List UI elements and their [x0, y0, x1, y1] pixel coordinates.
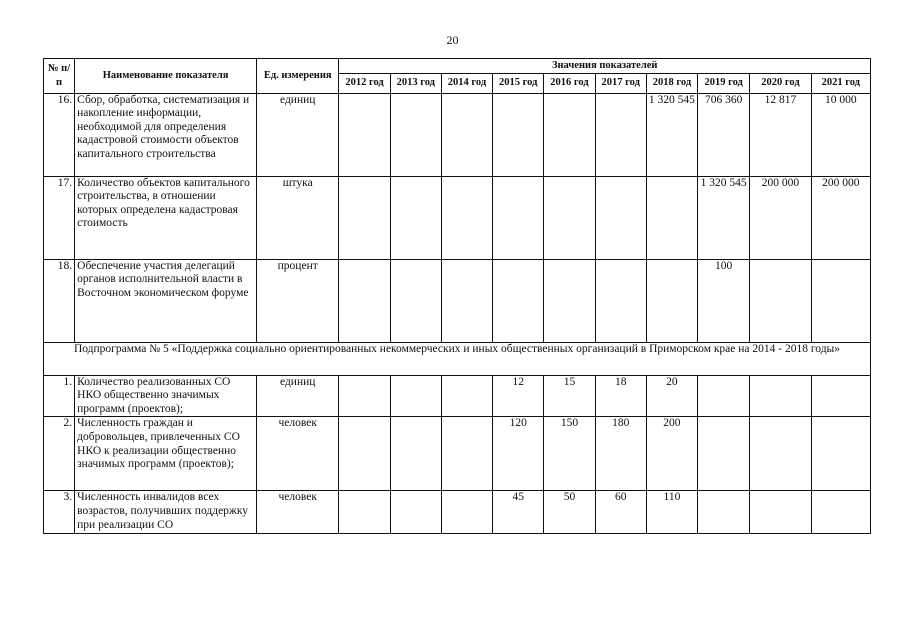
- indicator-value: [493, 176, 544, 259]
- indicator-name: Численность граждан и добровольцев, привлеченных СО НКО к реализации общественно значимых программ (проектов);: [75, 417, 257, 491]
- indicator-value: 100: [698, 259, 750, 342]
- indicator-value: 15: [544, 375, 595, 417]
- indicator-value: [646, 259, 697, 342]
- indicator-value: 12: [493, 375, 544, 417]
- indicator-value: 10 000: [811, 93, 870, 176]
- indicator-name: Количество реализованных СО НКО общественно значимых программ (проектов);: [75, 375, 257, 417]
- indicator-value: [811, 491, 870, 534]
- indicator-name: Сбор, обработка, систематизация и накопление информации, необходимой для определения кадастровой стоимости объектов капитального строительства: [75, 93, 257, 176]
- indicator-value: [595, 176, 646, 259]
- indicator-name: Обеспечение участия делегаций органов исполнительной власти в Восточном экономическом форуме: [75, 259, 257, 342]
- row-number: 2.: [44, 417, 75, 491]
- row-number: 1.: [44, 375, 75, 417]
- table-row: [44, 259, 871, 342]
- indicator-value: [339, 176, 390, 259]
- header-year: 2013 год: [390, 73, 441, 93]
- table-row: [44, 93, 871, 176]
- header-year: 2016 год: [544, 73, 595, 93]
- table-row: [44, 491, 871, 534]
- indicator-value: [441, 375, 492, 417]
- indicator-value: 18: [595, 375, 646, 417]
- indicator-value: [811, 417, 870, 491]
- indicator-value: [595, 93, 646, 176]
- indicator-value: [698, 375, 750, 417]
- header-unit: Ед. измерения: [257, 59, 339, 94]
- indicator-value: [595, 259, 646, 342]
- unit-of-measure: единиц: [257, 93, 339, 176]
- unit-of-measure: процент: [257, 259, 339, 342]
- header-year: 2017 год: [595, 73, 646, 93]
- indicator-value: 60: [595, 491, 646, 534]
- indicator-value: 1 320 545: [646, 93, 697, 176]
- indicator-value: [441, 417, 492, 491]
- row-number: 18.: [44, 259, 75, 342]
- indicator-value: [390, 417, 441, 491]
- indicator-value: [544, 176, 595, 259]
- indicator-value: [441, 491, 492, 534]
- indicator-value: [698, 491, 750, 534]
- indicator-value: [544, 93, 595, 176]
- indicator-value: [811, 259, 870, 342]
- header-year: 2021 год: [811, 73, 870, 93]
- unit-of-measure: человек: [257, 417, 339, 491]
- row-number: 17.: [44, 176, 75, 259]
- indicator-value: 110: [646, 491, 697, 534]
- indicator-value: [493, 259, 544, 342]
- header-year: 2020 год: [750, 73, 811, 93]
- indicator-value: [493, 93, 544, 176]
- row-number: 16.: [44, 93, 75, 176]
- indicator-value: 200 000: [750, 176, 811, 259]
- indicator-value: [441, 259, 492, 342]
- table-row: [44, 176, 871, 259]
- indicator-name: Численность инвалидов всех возрастов, получивших поддержку при реализации СО: [75, 491, 257, 534]
- indicator-name: Количество объектов капитального строительства, в отношении которых определена кадастровая стоимость: [75, 176, 257, 259]
- indicator-value: [441, 93, 492, 176]
- indicator-value: 1 320 545: [698, 176, 750, 259]
- indicator-value: [811, 375, 870, 417]
- header-year: 2012 год: [339, 73, 390, 93]
- unit-of-measure: единиц: [257, 375, 339, 417]
- indicator-value: 45: [493, 491, 544, 534]
- header-year: 2015 год: [493, 73, 544, 93]
- indicator-value: 120: [493, 417, 544, 491]
- indicators-table: [43, 58, 871, 534]
- indicator-value: 200: [646, 417, 697, 491]
- unit-of-measure: человек: [257, 491, 339, 534]
- indicator-value: [339, 93, 390, 176]
- header-year: 2014 год: [441, 73, 492, 93]
- indicator-value: [544, 259, 595, 342]
- indicator-value: [339, 417, 390, 491]
- unit-of-measure: штука: [257, 176, 339, 259]
- indicator-value: [390, 259, 441, 342]
- header-name: Наименование показателя: [75, 59, 257, 94]
- indicator-value: 50: [544, 491, 595, 534]
- header-year: 2019 год: [698, 73, 750, 93]
- indicator-value: 706 360: [698, 93, 750, 176]
- table-row: [44, 375, 871, 417]
- indicator-value: [339, 491, 390, 534]
- indicator-value: 12 817: [750, 93, 811, 176]
- indicator-value: 150: [544, 417, 595, 491]
- indicator-value: [339, 259, 390, 342]
- indicator-value: [646, 176, 697, 259]
- indicator-value: 180: [595, 417, 646, 491]
- indicator-value: [750, 417, 811, 491]
- indicator-value: [390, 176, 441, 259]
- header-values-group: Значения показателей: [339, 59, 871, 74]
- indicator-value: 20: [646, 375, 697, 417]
- indicator-value: 200 000: [811, 176, 870, 259]
- table-row: [44, 417, 871, 491]
- indicator-value: [750, 491, 811, 534]
- indicator-value: [698, 417, 750, 491]
- indicator-value: [750, 259, 811, 342]
- indicator-value: [339, 375, 390, 417]
- indicator-value: [441, 176, 492, 259]
- header-year: 2018 год: [646, 73, 697, 93]
- header-num: № п/п: [44, 59, 75, 94]
- row-number: 3.: [44, 491, 75, 534]
- indicator-value: [390, 93, 441, 176]
- indicator-value: [390, 491, 441, 534]
- indicator-value: [390, 375, 441, 417]
- indicator-value: [750, 375, 811, 417]
- page-number: 20: [446, 33, 459, 47]
- subprogram-title: Подпрограмма № 5 «Поддержка социально ориентированных некоммерческих и иных общественных организаций в Приморском крае на 2014 - 2018 годы»: [44, 342, 871, 375]
